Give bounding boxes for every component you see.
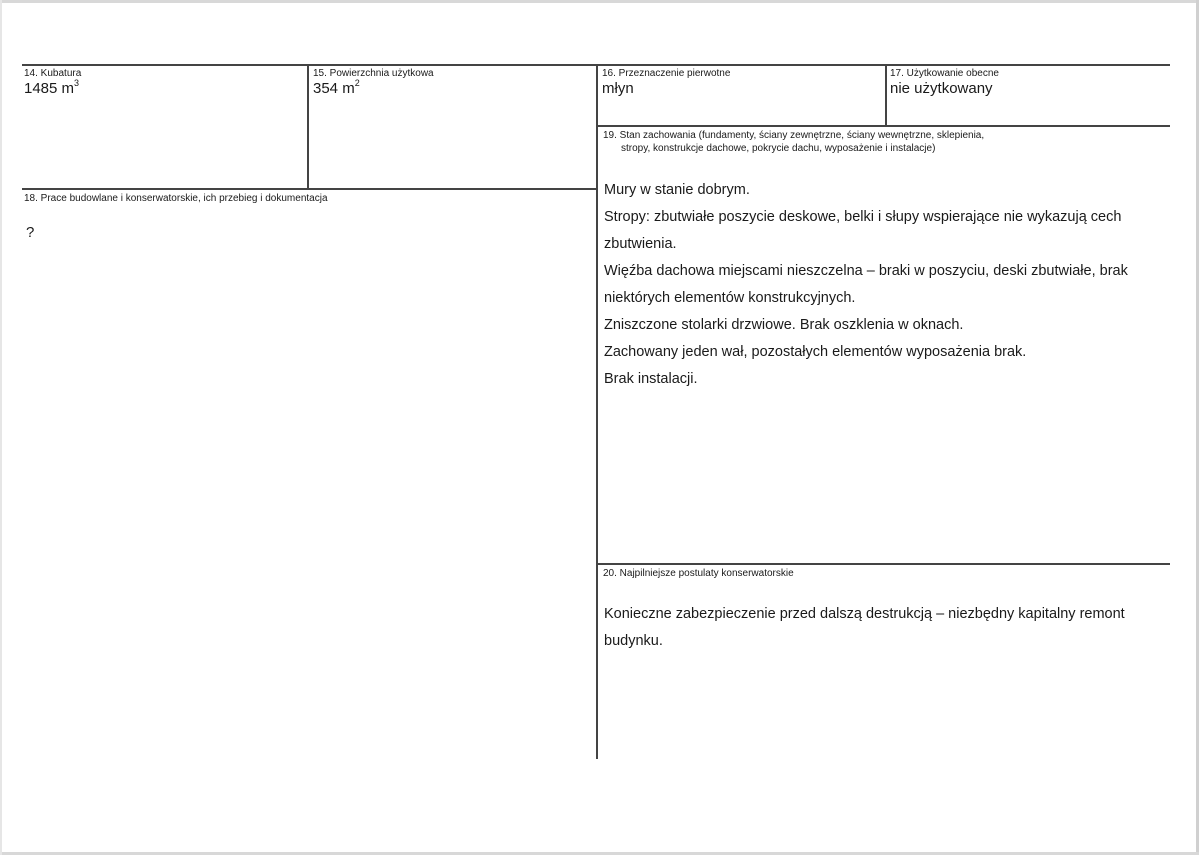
field-14-exponent: 3 [74,78,80,88]
field-19-line: zbutwienia. [604,236,677,252]
rule-above-18 [22,188,597,190]
field-19-line: Zachowany jeden wał, pozostałych elementów wyposażenia brak. [604,344,1027,360]
field-16-label: 16. Przeznaczenie pierwotne [602,68,731,79]
field-19-line: Więźba dachowa miejscami nieszczelna – braki w poszyciu, deski zbutwiałe, brak [604,263,1128,279]
divider-14-15 [307,64,309,188]
field-18-value: ? [26,224,35,241]
divider-15-16 [596,64,598,759]
field-20-text [604,601,1170,655]
field-19-line: Stropy: zbutwiałe poszycie deskowe, belki i słupy wspierające nie wykazują cech [604,209,1122,225]
field-20-line: budynku. [604,633,663,649]
field-15-label: 15. Powierzchnia użytkowa [313,68,434,79]
field-19-line: niektórych elementów konstrukcyjnych. [604,290,856,306]
field-19-line: Zniszczone stolarki drzwiowe. Brak oszklenia w oknach. [604,317,964,333]
field-17-label: 17. Użytkowanie obecne [890,68,999,79]
scan-edge-top [0,0,1199,3]
field-19-line: Mury w stanie dobrym. [604,182,750,198]
field-17-value: nie użytkowany [890,80,993,97]
rule-above-19 [597,125,1170,127]
field-19-text [604,177,1170,393]
field-18-label: 18. Prace budowlane i konserwatorskie, ich przebieg i dokumentacja [24,193,328,204]
field-20-label: 20. Najpilniejsze postulaty konserwatorskie [603,568,794,579]
field-14-value [24,80,79,98]
scan-edge-left [0,0,2,855]
field-14-label: 14. Kubatura [24,68,82,79]
field-19-label-line1: 19. Stan zachowania (fundamenty, ściany zewnętrzne, ściany wewnętrzne, sklepienia, [603,130,985,141]
field-19-label-line2: stropy, konstrukcje dachowe, pokrycie dachu, wyposażenie i instalacje) [621,143,936,154]
field-14-number: 1485 m [24,80,75,97]
field-20-line: Konieczne zabezpieczenie przed dalszą destrukcją – niezbędny kapitalny remont [604,606,1125,622]
field-16-value: młyn [602,80,634,97]
field-15-value [313,80,360,98]
field-15-exponent: 2 [354,78,360,88]
divider-16-17 [885,64,887,126]
rule-above-20 [597,563,1170,565]
field-15-number: 354 m [313,80,355,97]
field-19-line: Brak instalacji. [604,371,698,387]
